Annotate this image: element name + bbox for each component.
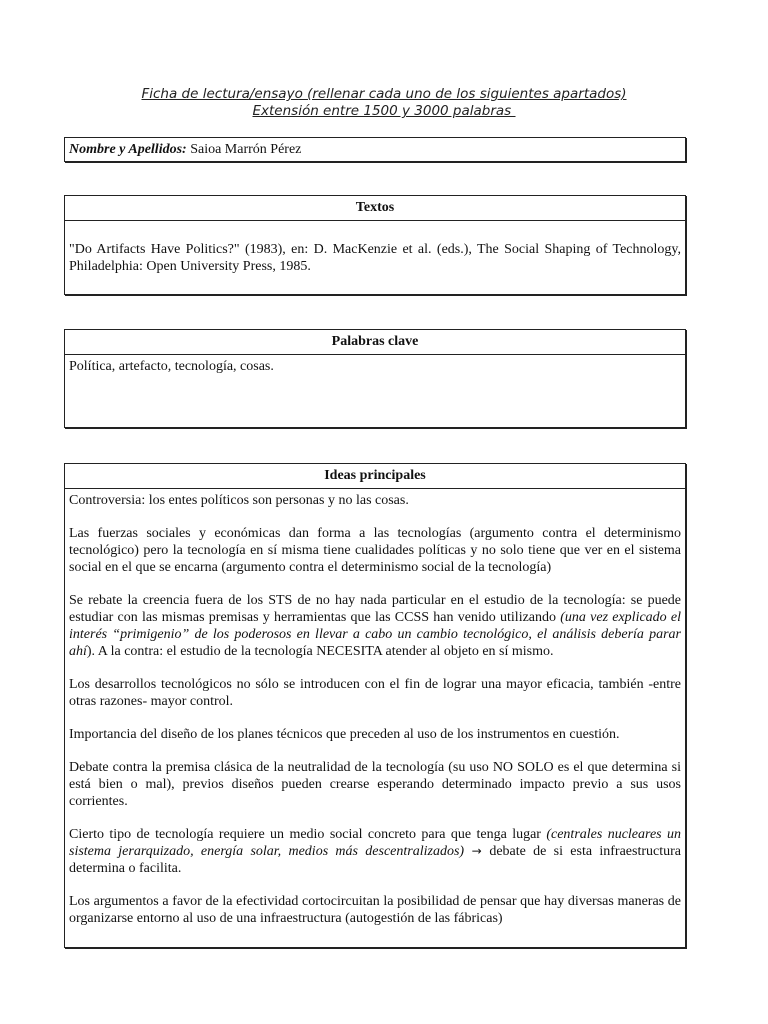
palabras-clave-title: Palabras clave	[65, 330, 685, 355]
arrow-right-icon: →	[464, 844, 490, 858]
idea-paragraph: Los desarrollos tecnológicos no sólo se introducen con el fin de lograr una mayor eficacia, también -entre otras razones- mayor control.	[69, 677, 681, 709]
idea-paragraph: Las fuerzas sociales y económicas dan forma a las tecnologías (argumento contra el determinismo tecnológico) pero la tecnología en sí misma tiene cualidades políticas y no solo tiene que ver en el sistema social en el que se encarna (argumento contra el determinismo social de la tecnología)	[69, 526, 681, 575]
idea-text: debate de si esta infraestructura determina o facilita.	[69, 844, 681, 876]
name-value: Saioa Marrón Pérez	[190, 142, 302, 157]
idea-paragraph: Controversia: los entes políticos son personas y no las cosas.	[69, 493, 409, 508]
document-header	[0, 86, 768, 120]
textos-body: "Do Artifacts Have Politics?" (1983), en: D. MacKenzie et al. (eds.), The Social Shaping of Technology, Philadelphia: Open University Press, 1985.	[69, 242, 681, 274]
header-title: Ficha de lectura/ensayo (rellenar cada uno de los siguientes apartados)	[141, 86, 627, 102]
header-subtitle: Extensión entre 1500 y 3000 palabras	[252, 103, 516, 119]
textos-title: Textos	[65, 196, 685, 221]
name-field-box	[64, 137, 686, 162]
idea-italic-text: (centrales nucleares un sistema jerarquizado, energía solar, medios más descentralizados)	[69, 827, 681, 859]
idea-italic-text: (una vez explicado el interés “primigenio” de los poderosos en llevar a cabo un cambio tecnológico, el análisis debería parar ahí	[69, 610, 682, 659]
name-label: Nombre y Apellidos:	[69, 142, 187, 157]
idea-paragraph: Importancia del diseño de los planes técnicos que preceden al uso de los instrumentos en cuestión.	[69, 727, 620, 742]
palabras-clave-section	[64, 329, 686, 428]
idea-text: Se rebate la creencia fuera de los STS de no hay nada particular en el estudio de la tecnología: se puede estudiar con las mismas premisas y herramientas que las CCSS han venido utilizando	[69, 593, 681, 625]
idea-paragraph	[69, 826, 681, 877]
idea-paragraph	[69, 592, 681, 660]
idea-text: Cierto tipo de tecnología requiere un medio social concreto para que tenga lugar	[69, 827, 547, 842]
textos-section	[64, 195, 686, 295]
idea-paragraph: Los argumentos a favor de la efectividad cortocircuitan la posibilidad de pensar que hay diversas maneras de organizarse entorno al uso de una infraestructura (autogestión de las fábricas)	[69, 894, 681, 926]
ideas-principales-body	[65, 489, 685, 930]
ideas-principales-title: Ideas principales	[65, 464, 685, 489]
palabras-clave-body: Política, artefacto, tecnología, cosas.	[69, 359, 274, 374]
ideas-principales-section	[64, 463, 686, 948]
idea-paragraph: Debate contra la premisa clásica de la neutralidad de la tecnología (su uso NO SOLO es el que determina si está bien o mal), previos diseños pueden crearse esperando determinado impacto previo a sus usos corrientes.	[69, 760, 681, 809]
idea-text: ). A la contra: el estudio de la tecnología NECESITA atender al objeto en sí mismo.	[86, 644, 554, 659]
